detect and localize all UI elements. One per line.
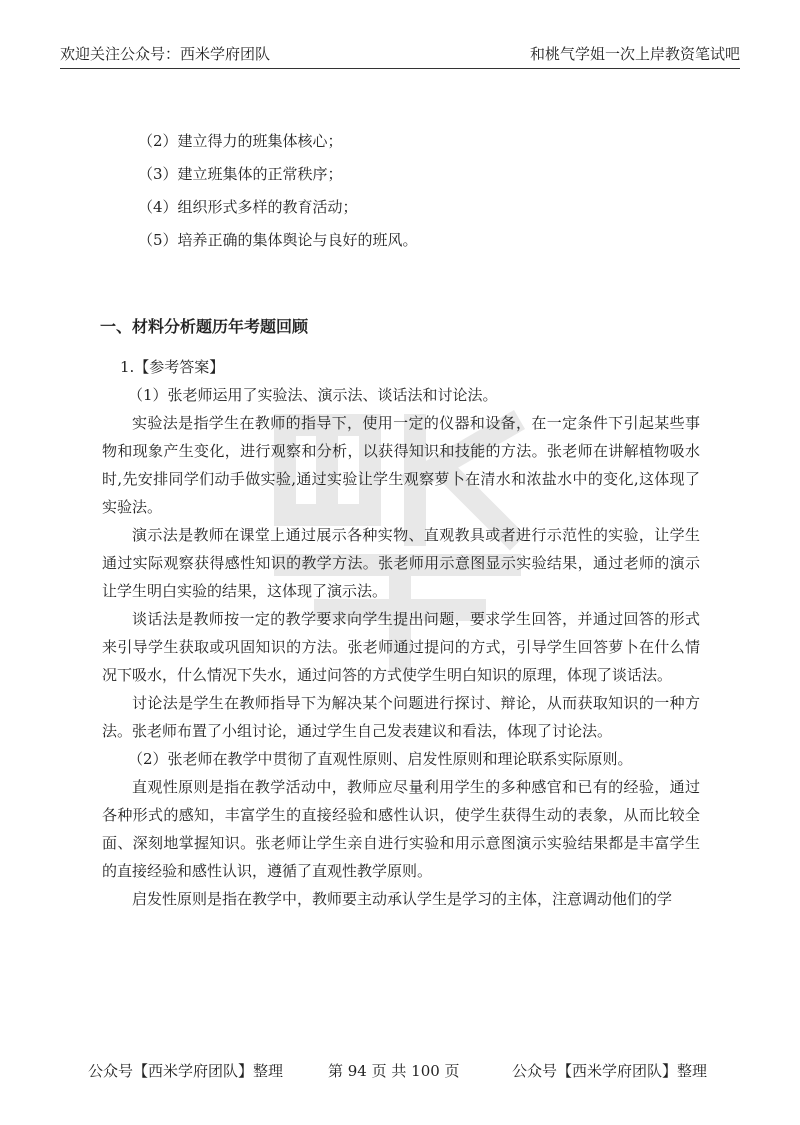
paragraph-heuristic-principle: 启发性原则是指在教学中，教师要主动承认学生是学习的主体，注意调动他们的学	[132, 890, 673, 908]
paragraph-conversation-method: 谈话法是教师按一定的教学要求向学生提出问题，要求学生回答，并通过回答的形式来引导学生获取或巩固知识的方法。张老师通过提问的方式，引导学生回答萝卜在什么情况下吸水，什么情况下失水，通过问答的方式使学生明白知识的原理，体现了谈话法。	[102, 610, 700, 684]
list-item: （5）培养正确的集体舆论与良好的班风。	[138, 231, 418, 249]
list-item: （3）建立班集体的正常秩序；	[138, 165, 343, 183]
section-title: 一、材料分析题历年考题回顾	[100, 317, 309, 336]
answer-heading: 1.【参考答案】	[120, 358, 225, 376]
paragraph-experiment-method: 实验法是指学生在教师的指导下，使用一定的仪器和设备，在一定条件下引起某些事物和现象产生变化，进行观察和分析，以获得知识和技能的方法。张老师在讲解植物吸水时,先安排同学们动手做实验,通过实验让学生观察萝卜在清水和浓盐水中的变化,这体现了实验法。	[102, 414, 700, 516]
answer-point-2: （2）张老师在教学中贯彻了直观性原则、启发性原则和理论联系实际原则。	[128, 750, 633, 768]
footer-left-text: 公众号【西米学府团队】整理	[88, 1062, 284, 1080]
paragraph-discussion-method: 讨论法是学生在教师指导下为解决某个问题进行探讨、辩论，从而获取知识的一种方法。张老师布置了小组讨论，通过学生自己发表建议和看法，体现了讨论法。	[102, 694, 700, 740]
paragraph-demonstration-method: 演示法是教师在课堂上通过展示各种实物、直观教具或者进行示范性的实验，让学生通过实际观察获得感性知识的教学方法。张老师用示意图显示实验结果，通过老师的演示让学生明白实验的结果，这体现了演示法。	[102, 526, 700, 600]
list-item: （4）组织形式多样的教育活动；	[138, 198, 358, 216]
page-header	[60, 42, 740, 69]
header-right-text: 和桃气学姐一次上岸教资笔试吧	[529, 45, 740, 63]
paragraph-intuitive-principle: 直观性原则是指在教学活动中，教师应尽量利用学生的多种感官和已有的经验，通过各种形式的感知，丰富学生的直接经验和感性认识，使学生获得生动的表象，从而比较全面、深刻地掌握知识。张老师让学生亲自进行实验和用示意图演示实验结果都是丰富学生的直接经验和感性认识，遵循了直观性教学原则。	[102, 778, 700, 880]
page-footer	[0, 1060, 800, 1082]
footer-right-text: 公众号【西米学府团队】整理	[512, 1062, 708, 1080]
answer-point-1: （1）张老师运用了实验法、演示法、谈话法和讨论法。	[128, 386, 498, 404]
page-number: 第 94 页 共 100 页	[328, 1062, 460, 1080]
header-left-text: 欢迎关注公众号：西米学府团队	[60, 45, 271, 63]
list-item: （2）建立得力的班集体核心；	[138, 132, 343, 150]
document-body	[102, 125, 700, 913]
